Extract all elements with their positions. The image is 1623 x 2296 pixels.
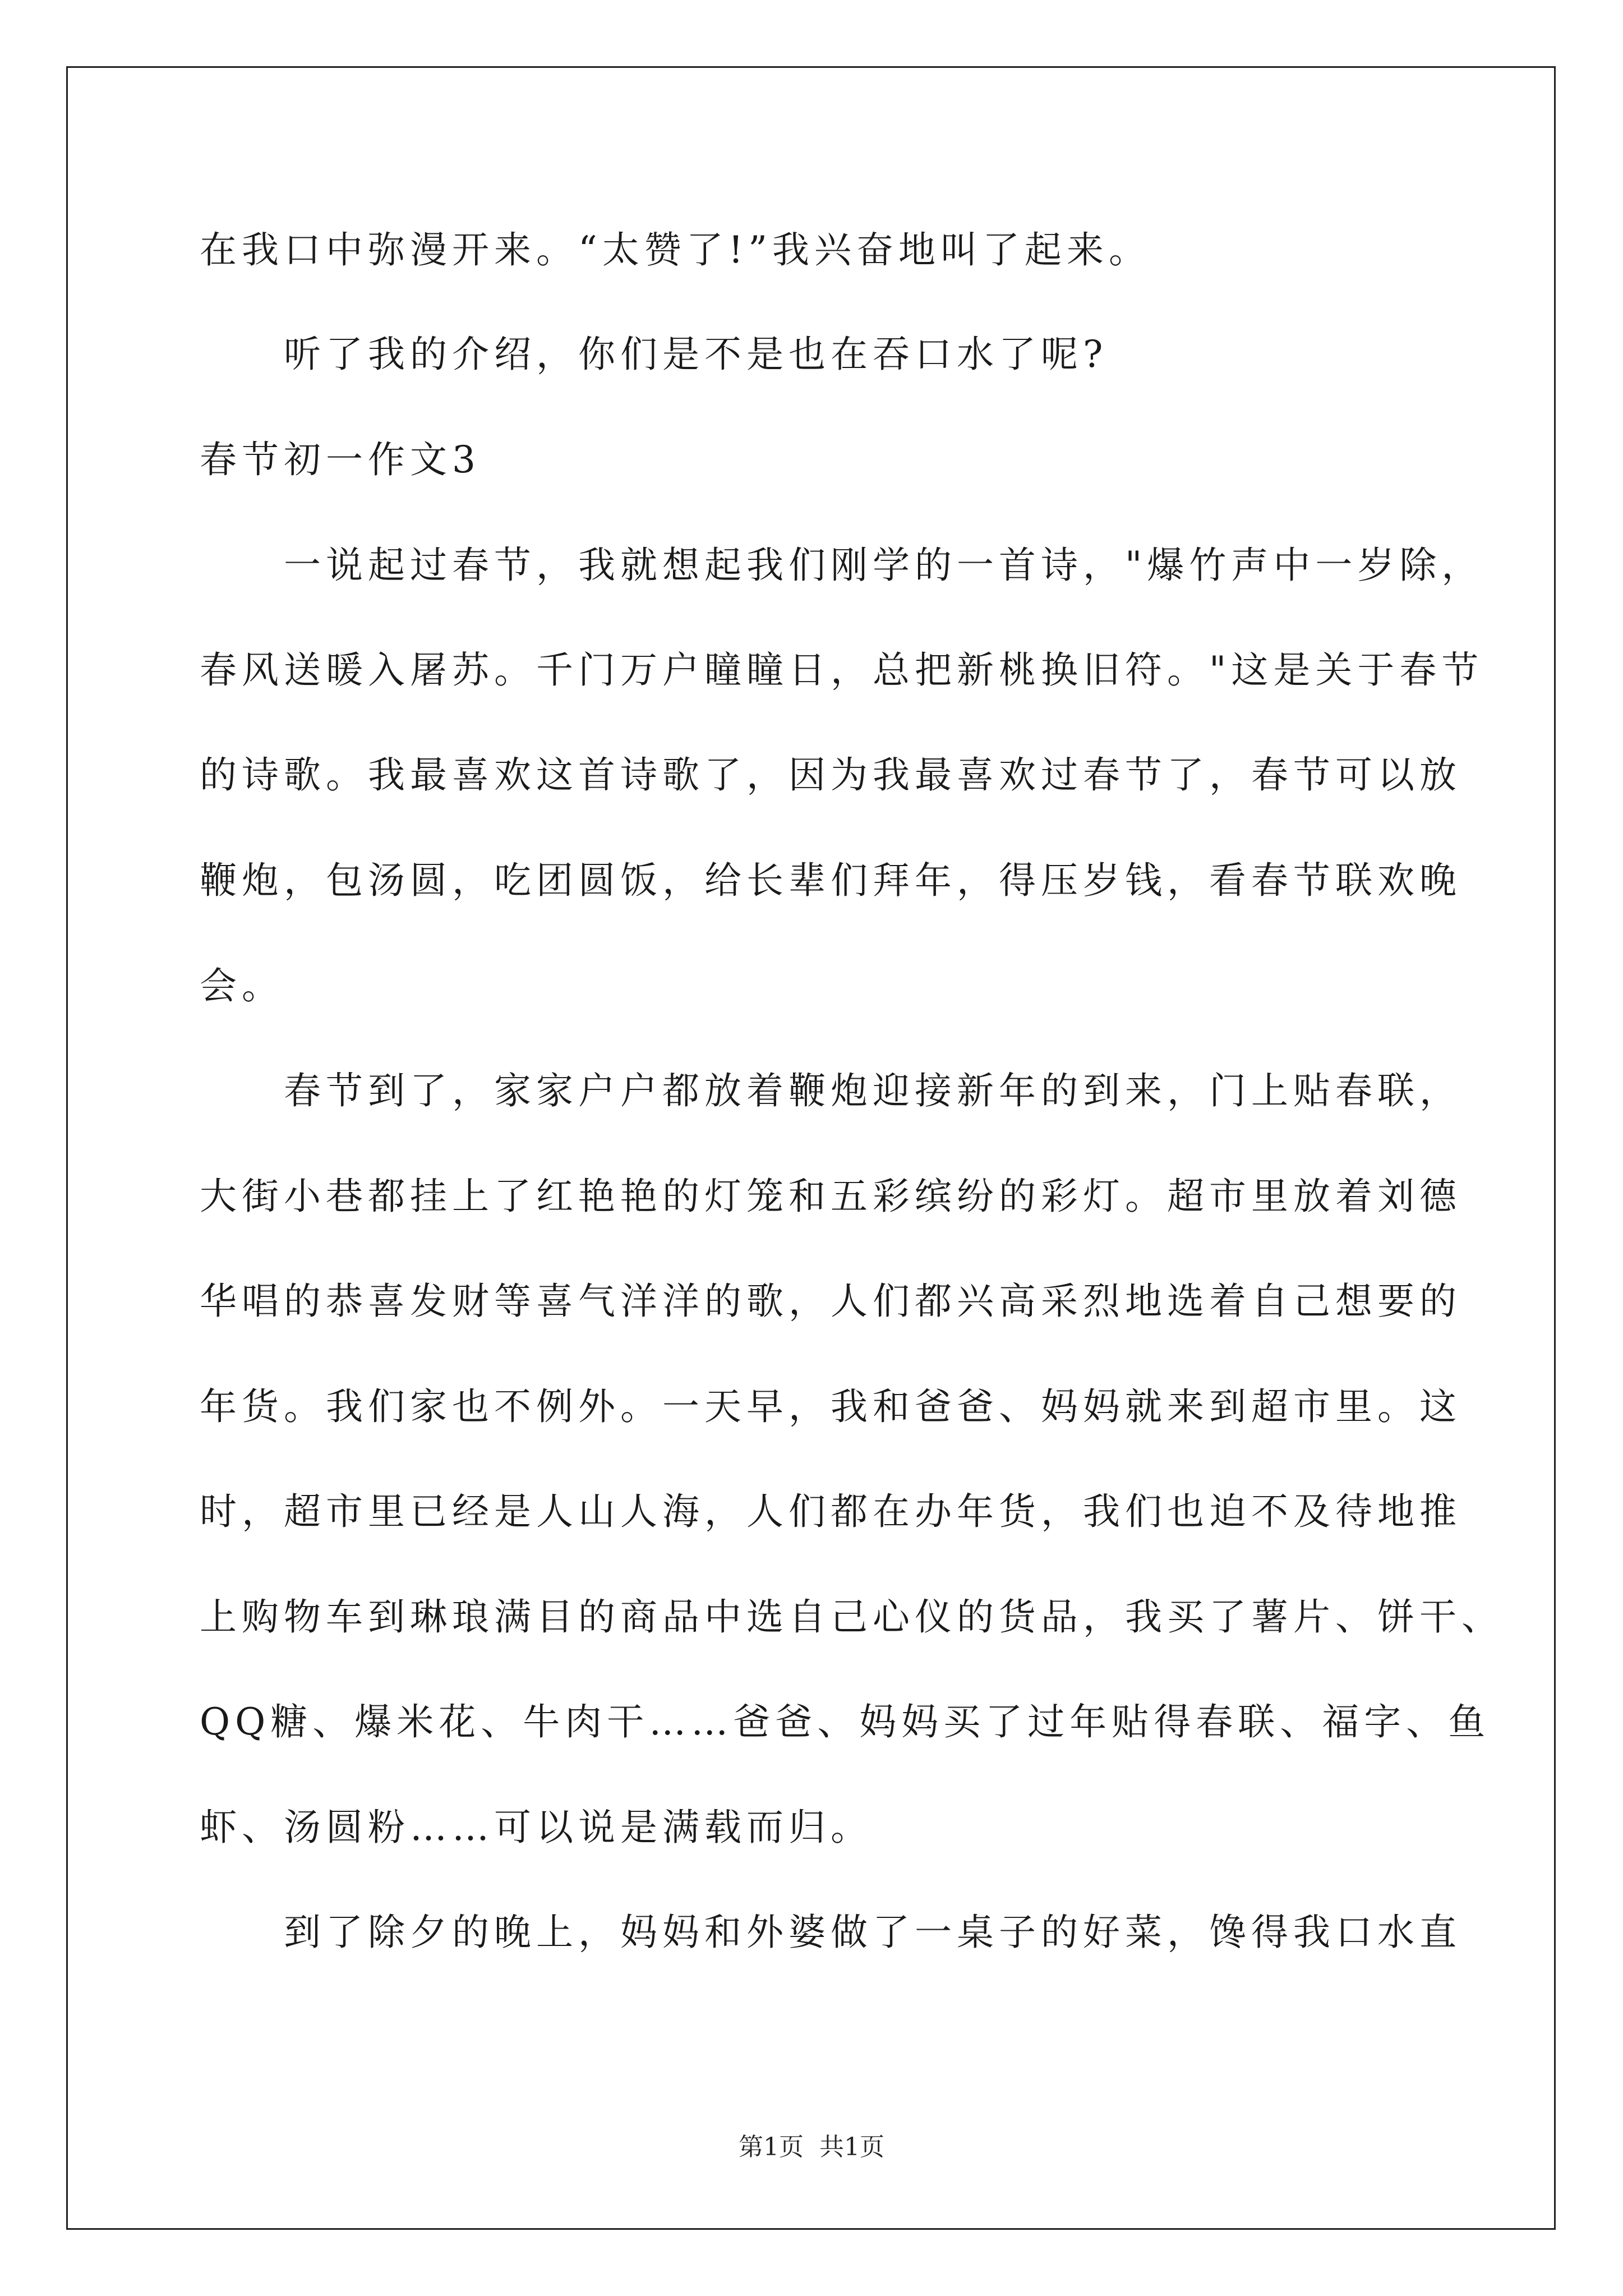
text-line: 春风送暖入屠苏。千门万户瞳瞳日，总把新桃换旧符。"这是关于春节 — [200, 648, 1484, 692]
text-line: 虾、汤圆粉……可以说是满载而归。 — [200, 1806, 873, 1849]
text-line: 的诗歌。我最喜欢这首诗歌了，因为我最喜欢过春节了，春节可以放 — [200, 753, 1461, 797]
section-heading: 春节初一作文3 — [200, 438, 481, 481]
text-line: 鞭炮，包汤圆，吃团圆饭，给长辈们拜年，得压岁钱，看春节联欢晚 — [200, 859, 1461, 902]
text-line: QQ糖、爆米花、牛肉干……爸爸、妈妈买了过年贴得春联、福字、鱼 — [200, 1700, 1491, 1743]
text-line: 一说起过春节，我就想起我们刚学的一首诗，"爆竹声中一岁除， — [200, 544, 1484, 587]
text-line: 听了我的介绍，你们是不是也在吞口水了呢? — [200, 333, 1108, 376]
text-line: 时，超市里已经是人山人海，人们都在办年货，我们也迫不及待地推 — [200, 1490, 1461, 1533]
text-line: 年货。我们家也不例外。一天早，我和爸爸、妈妈就来到超市里。这 — [200, 1385, 1461, 1428]
text-line: 大街小巷都挂上了红艳艳的灯笼和五彩缤纷的彩灯。超市里放着刘德 — [200, 1175, 1461, 1218]
text-line: 华唱的恭喜发财等喜气洋洋的歌，人们都兴高采烈地选着自己想要的 — [200, 1280, 1461, 1323]
text-line: 上购物车到琳琅满目的商品中选自己心仪的货品，我买了薯片、饼干、 — [200, 1595, 1504, 1639]
text-line: 会。 — [200, 964, 284, 1007]
text-line: 春节到了，家家户户都放着鞭炮迎接新年的到来，门上贴春联， — [200, 1069, 1461, 1112]
text-line: 到了除夕的晚上，妈妈和外婆做了一桌子的好菜，馋得我口水直 — [200, 1911, 1461, 1954]
text-line: 在我口中弥漫开来。“太赞了!”我兴奋地叫了起来。 — [200, 228, 1151, 272]
page-number: 第1页 — [739, 2133, 804, 2161]
page-total: 共1页 — [819, 2133, 884, 2161]
page-footer — [0, 2134, 1623, 2161]
page-border — [66, 66, 1556, 2230]
